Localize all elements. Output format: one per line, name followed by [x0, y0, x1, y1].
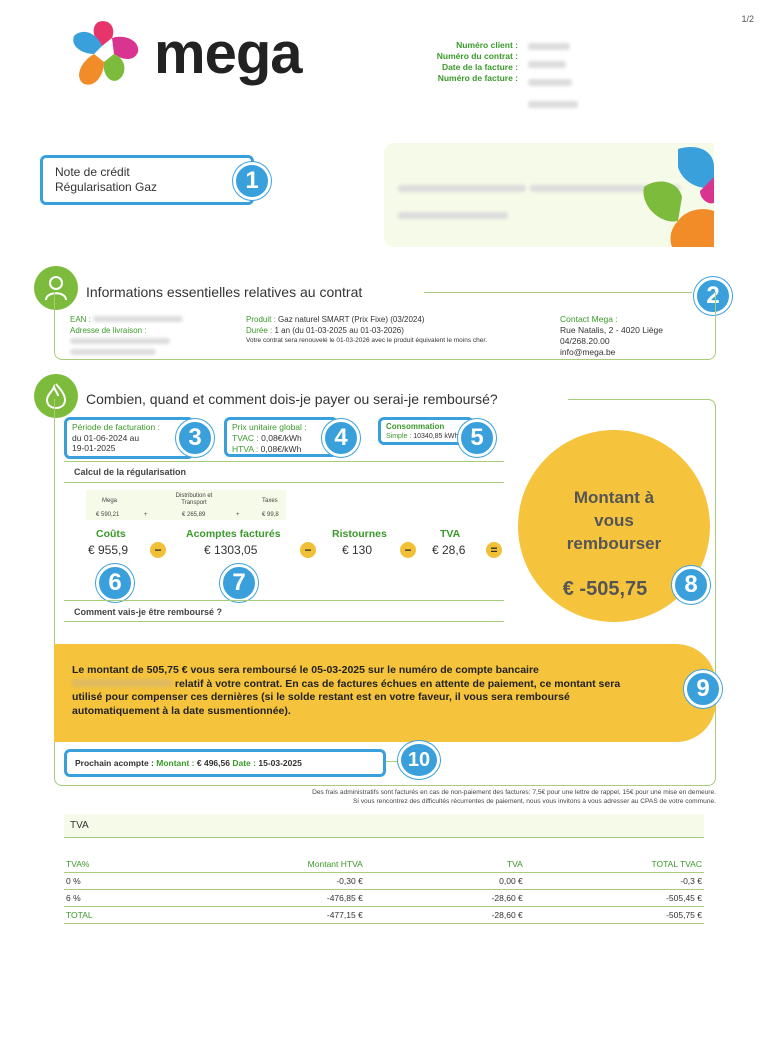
payment-section-title: Combien, quand et comment dois-je payer ou serai-je remboursé?	[86, 391, 498, 407]
contract-product: Produit : Gaz naturel SMART (Prix Fixe) (03/2024) Durée : 1 an (du 01-03-2025 au 01-03-2026) Votre contrat sera renouvelé le 01-03-2026 avec le produit équivalent le moins cher.	[246, 315, 488, 344]
vat-table-section	[64, 814, 704, 924]
contract-contact: Contact Mega : Rue Natalis, 2 - 4020 Liège 04/268.20.00 info@mega.be	[560, 314, 664, 357]
badge-8: 8	[672, 566, 710, 604]
contract-ean: EAN : Adresse de livraison :	[70, 314, 183, 358]
badge-10: 10	[398, 741, 440, 779]
badge-1: 1	[233, 162, 271, 200]
calculation-title: Calcul de la régularisation	[74, 467, 187, 477]
advances-label: Acomptes facturés	[186, 528, 281, 540]
badge-6: 6	[96, 564, 134, 602]
costs-value: € 955,9	[88, 543, 129, 557]
invoice-meta-values-redacted	[528, 41, 588, 113]
invoice-number-label: Numéro de facture :	[437, 73, 518, 83]
vat-value: € 28,6	[432, 543, 466, 557]
invoice-date-label: Date de la facture :	[441, 62, 518, 72]
brand-name: mega	[154, 21, 302, 86]
vat-table	[64, 856, 704, 924]
minus-sign-3: −	[400, 542, 416, 558]
rebates-value: € 130	[342, 543, 373, 557]
vat-table-header: TVA% Montant HTVA TVA TOTAL TVAC	[64, 856, 704, 873]
rebates-label: Ristournes	[332, 528, 387, 540]
badge-3: 3	[176, 419, 214, 457]
table-row-total: TOTAL -477,15 € -28,60 € -505,75 €	[64, 907, 704, 924]
badge-5: 5	[458, 419, 496, 457]
unit-price-box: Prix unitaire global : TVAC : 0,08€/kWh HTVA : 0,08€/kWh	[224, 417, 338, 457]
vat-label: TVA	[440, 528, 461, 540]
refund-amount-title: Montant à vous rembourser	[566, 488, 662, 553]
client-number-label: Numéro client :	[456, 40, 518, 50]
fees-note: Des frais administratifs sont facturés en cas de non-paiement des factures: 7,5€ pour une lettre de rappel, 15€ pour une mise en demeure. Si vous rencontrez des difficultés récurrentes de paiement, nous vous invitons à vous adresser au CPAS de votre commune.	[312, 789, 716, 805]
badge-2: 2	[694, 277, 732, 315]
document-subtype: Régularisation Gaz	[55, 180, 158, 194]
contact-email-link[interactable]: info@mega.be	[560, 347, 616, 357]
badge-4: 4	[322, 419, 360, 457]
minus-sign-2: −	[300, 542, 316, 558]
invoice-meta	[408, 40, 518, 84]
table-row: 6 % -476,85 € -28,60 € -505,45 €	[64, 890, 704, 907]
badge-9: 9	[684, 670, 722, 708]
contract-section-title: Informations essentielles relatives au contrat	[86, 284, 363, 300]
brand-decoration-icon	[638, 147, 714, 247]
billing-period-box: Période de facturation : du 01-06-2024 au 19-01-2025	[64, 417, 194, 459]
page-number: 1/2	[741, 14, 754, 24]
vat-table-title: TVA	[64, 814, 704, 838]
costs-label: Coûts	[96, 528, 126, 540]
contract-number-label: Numéro du contrat :	[436, 51, 518, 61]
refund-info-banner: Le montant de 505,75 € vous sera remboursé le 05-03-2025 sur le numéro de compte bancaire relatif à votre contrat. En cas de factures échues en attente de paiement, ce montant sera utilisé pour compenser ces dernières (si le solde restant est en votre faveur, il vous sera remboursé automatiquement à la date susmentionnée).	[54, 644, 716, 742]
mega-logo	[68, 18, 318, 92]
minus-sign-1: −	[150, 542, 166, 558]
table-row: 0 % -0,30 € 0,00 € -0,3 €	[64, 873, 704, 890]
next-advance-box: Prochain acompte : Montant : € 496,56 Date : 15-03-2025	[64, 749, 386, 777]
badge-7: 7	[220, 564, 258, 602]
refund-amount-value: € -505,75	[562, 578, 648, 600]
refund-question: Comment vais-je être remboursé ?	[74, 607, 223, 617]
document-title-box	[40, 155, 254, 205]
address-box	[384, 143, 714, 247]
consumption-box: Consommation Simple : 10340,85 kWh	[378, 417, 474, 445]
advances-value: € 1303,05	[204, 543, 258, 557]
equals-sign: =	[486, 542, 502, 558]
document-type: Note de crédit	[55, 165, 130, 179]
logo-mark-icon	[68, 18, 144, 90]
cost-breakdown: Mega Distribution et Transport Taxes € 590,21 + € 265,89 + € 99,8	[86, 490, 286, 520]
